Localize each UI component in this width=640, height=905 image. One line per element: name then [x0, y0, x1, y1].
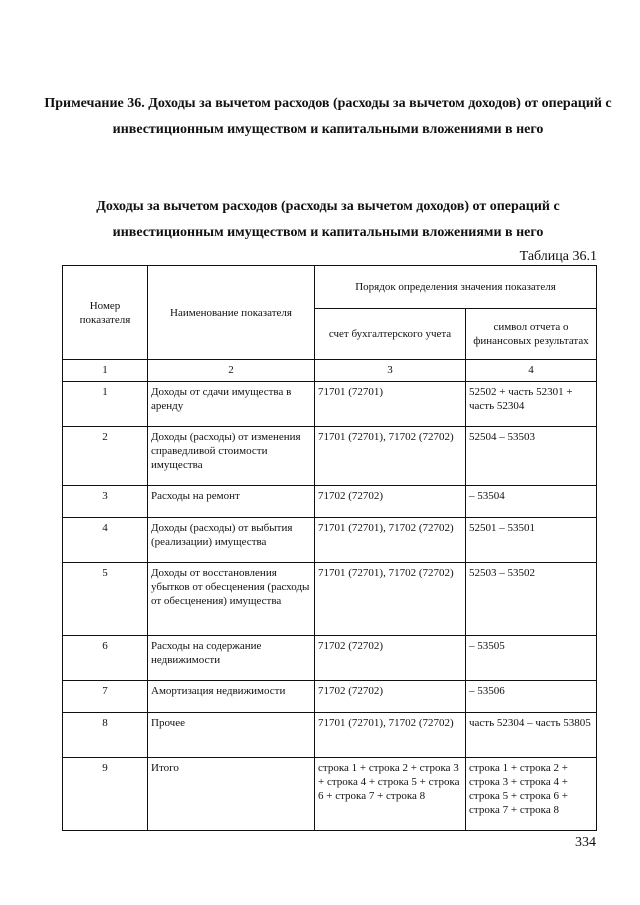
row-symbol: – 53505 — [466, 636, 597, 681]
row-name: Итого — [148, 758, 315, 831]
row-number: 3 — [63, 486, 148, 518]
table-title: Доходы за вычетом расходов (расходы за вычетом доходов) от операций с инвестиционным имуществом и капитальными вложениями в него — [96, 199, 560, 240]
row-account: 71701 (72701) — [315, 382, 466, 427]
table-row — [63, 382, 597, 427]
row-name: Расходы на содержание недвижимости — [148, 636, 315, 681]
table-row — [63, 636, 597, 681]
row-name: Доходы от восстановления убытков от обесценения (расходы от обесценения) имущества — [148, 563, 315, 636]
row-number: 7 — [63, 681, 148, 713]
column-number-row — [63, 360, 597, 382]
column-number: 1 — [63, 360, 148, 382]
row-symbol: строка 1 + строка 2 + строка 3 + строка 4 + строка 5 + строка 6 + строка 7 + строка 8 — [466, 758, 597, 831]
column-number: 3 — [315, 360, 466, 382]
note-title: Примечание 36. Доходы за вычетом расходов (расходы за вычетом доходов) от операций с инвестиционным имуществом и капитальными вложениями в него — [44, 96, 612, 137]
header-symbol: символ отчета о финансовых результатах — [466, 309, 597, 360]
table-row — [63, 486, 597, 518]
row-number: 8 — [63, 713, 148, 758]
table-row — [63, 713, 597, 758]
header-account: счет бухгалтерского учета — [315, 309, 466, 360]
row-name: Доходы (расходы) от выбытия (реализации) имущества — [148, 518, 315, 563]
table-row — [63, 427, 597, 486]
table-label: Таблица 36.1 — [519, 249, 597, 264]
row-account: 71702 (72702) — [315, 636, 466, 681]
row-number: 9 — [63, 758, 148, 831]
row-name: Расходы на ремонт — [148, 486, 315, 518]
table-row — [63, 681, 597, 713]
row-account: строка 1 + строка 2 + строка 3 + строка 4 + строка 5 + строка 6 + строка 7 + строка 8 — [315, 758, 466, 831]
header-procedure: Порядок определения значения показателя — [315, 266, 597, 309]
table-row — [63, 758, 597, 831]
header-number: Номер показателя — [63, 266, 148, 360]
row-number: 1 — [63, 382, 148, 427]
row-symbol: – 53506 — [466, 681, 597, 713]
row-number: 6 — [63, 636, 148, 681]
row-name: Доходы от сдачи имущества в аренду — [148, 382, 315, 427]
row-symbol: – 53504 — [466, 486, 597, 518]
row-account: 71701 (72701), 71702 (72702) — [315, 563, 466, 636]
row-account: 71701 (72701), 71702 (72702) — [315, 427, 466, 486]
row-symbol: 52503 – 53502 — [466, 563, 597, 636]
row-symbol: 52502 + часть 52301 + часть 52304 — [466, 382, 597, 427]
row-number: 5 — [63, 563, 148, 636]
column-number: 4 — [466, 360, 597, 382]
row-name: Прочее — [148, 713, 315, 758]
data-table — [62, 265, 597, 831]
row-number: 4 — [63, 518, 148, 563]
table-row — [63, 563, 597, 636]
row-account: 71701 (72701), 71702 (72702) — [315, 713, 466, 758]
header-name: Наименование показателя — [148, 266, 315, 360]
column-number: 2 — [148, 360, 315, 382]
row-symbol: 52504 – 53503 — [466, 427, 597, 486]
row-account: 71702 (72702) — [315, 486, 466, 518]
row-account: 71702 (72702) — [315, 681, 466, 713]
row-account: 71701 (72701), 71702 (72702) — [315, 518, 466, 563]
row-name: Доходы (расходы) от изменения справедливой стоимости имущества — [148, 427, 315, 486]
row-number: 2 — [63, 427, 148, 486]
row-symbol: часть 52304 – часть 53805 — [466, 713, 597, 758]
row-symbol: 52501 – 53501 — [466, 518, 597, 563]
page-number: 334 — [575, 835, 596, 850]
row-name: Амортизация недвижимости — [148, 681, 315, 713]
table-row — [63, 518, 597, 563]
